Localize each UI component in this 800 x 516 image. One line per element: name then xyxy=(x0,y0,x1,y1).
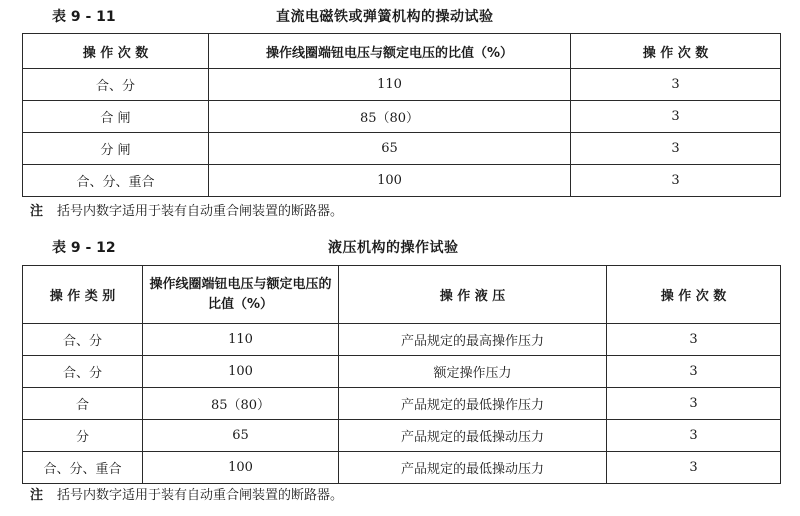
table-cell: 3 xyxy=(607,356,781,388)
table-cell: 3 xyxy=(571,133,781,165)
table-row xyxy=(23,324,781,356)
table-cell: 合 闸 xyxy=(23,101,209,133)
table-cell: 3 xyxy=(571,165,781,197)
table-row xyxy=(23,101,781,133)
table-cell: 85（80） xyxy=(143,388,339,420)
table1-note-text: 括号内数字适用于装有自动重合闸装置的断路器。 xyxy=(57,204,344,219)
table-cell: 65 xyxy=(143,420,339,452)
table2-caption xyxy=(0,237,800,259)
table2-note-text: 括号内数字适用于装有自动重合闸装置的断路器。 xyxy=(57,488,344,503)
table2-header-cell: 操作线圈端钮电压与额定电压的比值（%） xyxy=(143,266,339,324)
table-cell: 3 xyxy=(607,388,781,420)
table-cell: 合、分、重合 xyxy=(23,452,143,484)
table-cell: 3 xyxy=(607,324,781,356)
table-cell: 分 xyxy=(23,420,143,452)
table-row xyxy=(23,133,781,165)
table-cell: 合、分、重合 xyxy=(23,165,209,197)
table-row xyxy=(23,388,781,420)
table1-header-cell: 操 作 次 数 xyxy=(23,34,209,69)
table1-note-label: 注 xyxy=(30,204,44,219)
table2-number: 表 9 - 12 xyxy=(52,240,116,256)
table-cell: 合、分 xyxy=(23,324,143,356)
table2-note xyxy=(30,486,343,506)
table-cell: 合、分 xyxy=(23,69,209,101)
table2-header-cell: 操 作 次 数 xyxy=(607,266,781,324)
table1-caption xyxy=(0,6,800,28)
table-cell: 额定操作压力 xyxy=(339,356,607,388)
table1-note xyxy=(30,202,343,222)
table-cell: 3 xyxy=(571,69,781,101)
table2-header-row xyxy=(23,266,781,324)
table1-header-cell: 操 作 次 数 xyxy=(571,34,781,69)
table-cell: 分 闸 xyxy=(23,133,209,165)
table1-header-row xyxy=(23,34,781,69)
table-cell: 产品规定的最低操动压力 xyxy=(339,452,607,484)
table-cell: 85（80） xyxy=(209,101,571,133)
table1-number: 表 9 - 11 xyxy=(52,9,116,25)
table-cell: 产品规定的最低操作压力 xyxy=(339,388,607,420)
table-cell: 3 xyxy=(571,101,781,133)
table1-header-cell: 操作线圈端钮电压与额定电压的比值（%） xyxy=(209,34,571,69)
table-cell: 65 xyxy=(209,133,571,165)
table2-header-cell: 操 作 类 别 xyxy=(23,266,143,324)
table-row xyxy=(23,452,781,484)
table-cell: 3 xyxy=(607,420,781,452)
table-row xyxy=(23,165,781,197)
table-cell: 3 xyxy=(607,452,781,484)
table-cell: 合、分 xyxy=(23,356,143,388)
table1-title: 直流电磁铁或弹簧机构的操动试验 xyxy=(276,9,494,25)
table-cell: 110 xyxy=(209,69,571,101)
table-row xyxy=(23,356,781,388)
table-cell: 100 xyxy=(143,452,339,484)
table-cell: 100 xyxy=(209,165,571,197)
table-cell: 产品规定的最低操动压力 xyxy=(339,420,607,452)
table-row xyxy=(23,420,781,452)
table-row xyxy=(23,69,781,101)
table-cell: 110 xyxy=(143,324,339,356)
table2-note-label: 注 xyxy=(30,488,44,503)
table2 xyxy=(22,265,781,484)
table-cell: 100 xyxy=(143,356,339,388)
table2-title: 液压机构的操作试验 xyxy=(328,240,459,256)
table-cell: 产品规定的最高操作压力 xyxy=(339,324,607,356)
table1 xyxy=(22,33,781,197)
table-cell: 合 xyxy=(23,388,143,420)
table2-header-cell: 操 作 液 压 xyxy=(339,266,607,324)
